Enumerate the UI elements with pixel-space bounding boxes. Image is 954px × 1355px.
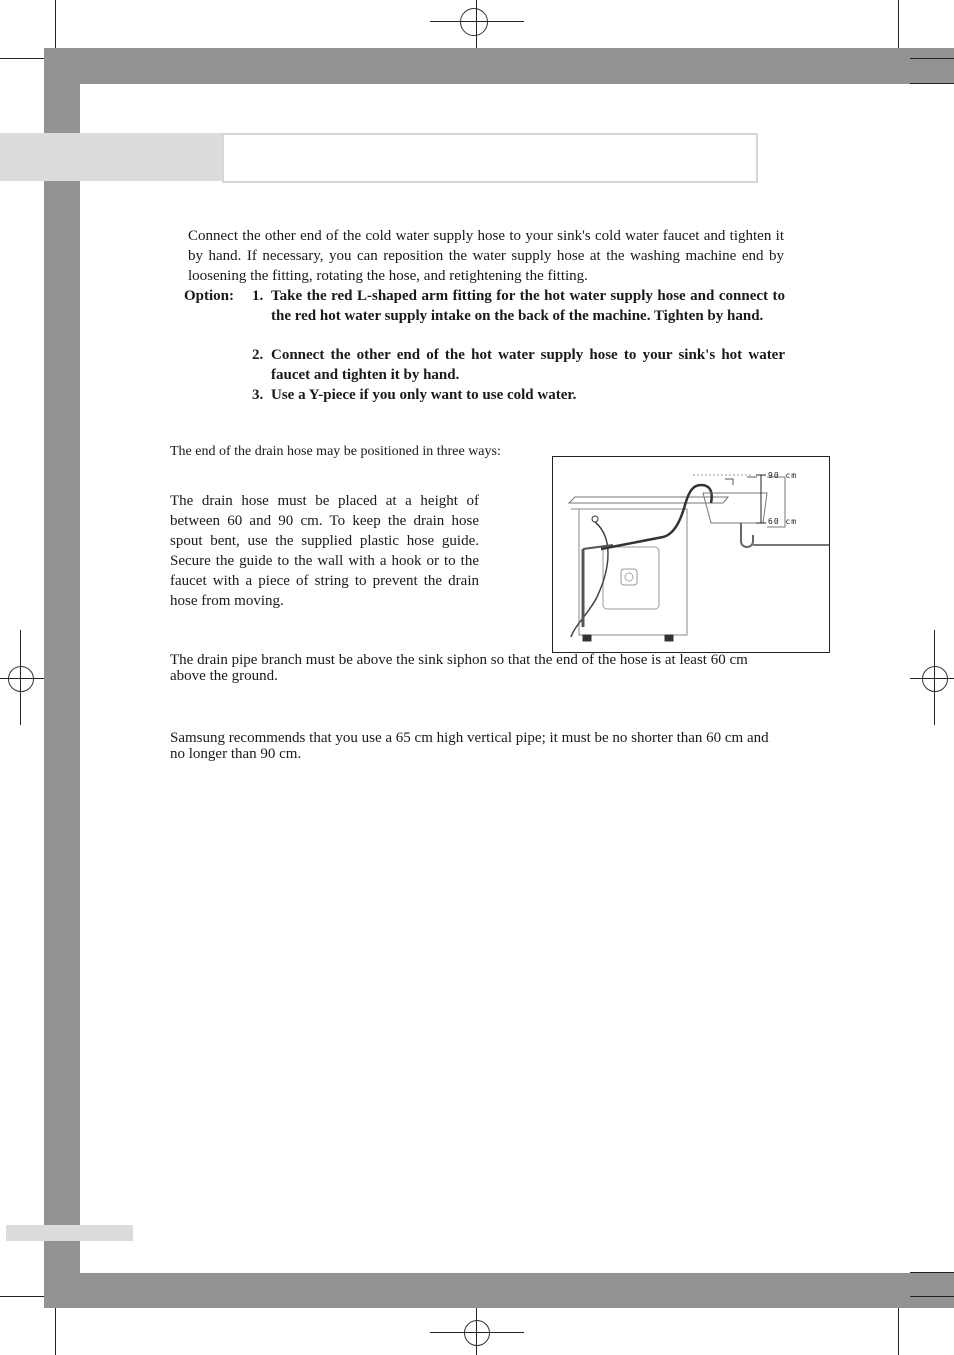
frame-top-bar — [44, 48, 954, 84]
drain-hose-intro: The end of the drain hose may be positioned in three ways: — [170, 444, 501, 459]
option-text: Connect the other end of the hot water supply hose to your sink's hot water faucet and tighten it by hand. — [271, 347, 785, 383]
drain-hose-diagram — [552, 456, 830, 653]
drain-pipe-branch-paragraph: The drain pipe branch must be above the sink siphon so that the end of the hose is at least 60 cm above the ground. — [170, 652, 748, 684]
footer-page-tab — [6, 1225, 133, 1241]
option-item-3 — [252, 385, 785, 405]
option-label: Option: — [184, 288, 235, 304]
option-number: 1. — [252, 288, 264, 304]
washer-sink-illustration — [553, 457, 829, 652]
vertical-pipe-paragraph: Samsung recommends that you use a 65 cm high vertical pipe; it must be no shorter than 60 cm and no longer than 90 cm. — [170, 730, 769, 762]
header-title-box — [222, 133, 758, 183]
option-item-1 — [252, 286, 785, 346]
height-label-90: 90 cm — [768, 471, 798, 480]
cold-water-instructions: Connect the other end of the cold water supply hose to your sink's cold water faucet and tighten it by hand. If necessary, you can reposition the water supply hose at the washing machine end by loosening the fitting, rotating the hose, and retightening the fitting. — [188, 228, 784, 284]
option-number: 2. — [252, 347, 264, 363]
header-band — [0, 133, 224, 181]
option-item-2 — [252, 345, 785, 385]
drain-height-paragraph: The drain hose must be placed at a height of between 60 and 90 cm. To keep the drain hose spout bent, use the supplied plastic hose guide. Secure the guide to the wall with a hook or to the faucet with a piece of string to prevent the drain hose from moving. — [170, 493, 479, 609]
frame-bottom-bar — [44, 1273, 954, 1308]
height-label-60: 60 cm — [768, 517, 798, 526]
option-number: 3. — [252, 387, 264, 403]
option-text: Use a Y-piece if you only want to use cold water. — [271, 387, 577, 403]
frame-left-bar — [44, 48, 80, 1308]
option-text: Take the red L-shaped arm fitting for the hot water supply hose and connect to the red hot water supply intake on the back of the machine. Tighten by hand. — [271, 288, 785, 324]
